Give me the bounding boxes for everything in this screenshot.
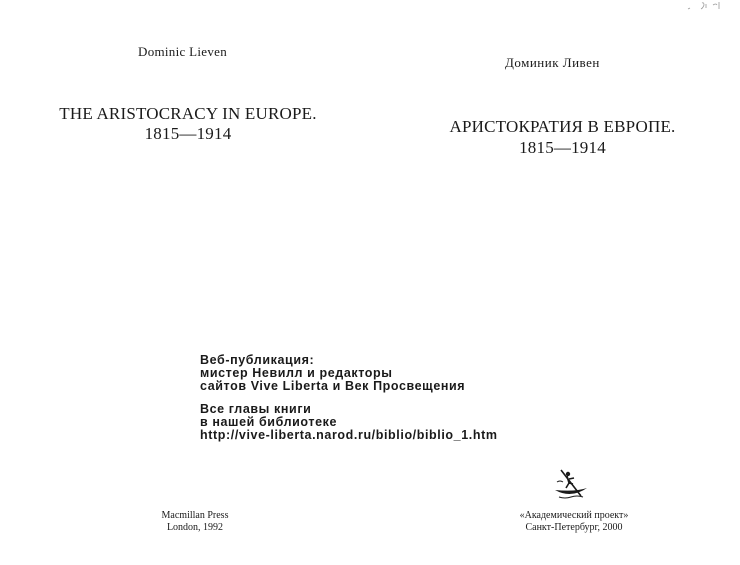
publisher-english: Macmillan Press xyxy=(161,510,229,521)
title-english-years: 1815—1914 xyxy=(144,124,232,143)
web-note-line3: сайтов Vive Liberta и Век Просвещения xyxy=(200,379,466,393)
title-russian-line1: АРИСТОКРАТИЯ В ЕВРОПЕ. xyxy=(449,117,676,136)
web-note-line4: Все главы книги xyxy=(200,402,312,416)
publisher-russian: «Академический проект» xyxy=(519,510,629,521)
web-publication-note xyxy=(200,354,498,442)
imprint-english xyxy=(145,510,245,534)
title-russian-years: 1815—1914 xyxy=(519,138,606,157)
place-year-english: London, 1992 xyxy=(166,522,224,533)
author-name-russian: Доминик Ливен xyxy=(505,55,600,70)
corner-scribble-icon xyxy=(686,0,726,12)
book-title-english xyxy=(40,104,336,144)
imprint-russian xyxy=(500,510,648,534)
publisher-logo-icon xyxy=(553,466,589,502)
book-title-russian xyxy=(430,116,695,158)
web-note-url[interactable]: http://vive-liberta.narod.ru/biblio/biblio_1.htm xyxy=(200,428,498,442)
web-note-line1: Веб-публикация: xyxy=(200,353,315,367)
title-english-line1: THE ARISTOCRACY IN EUROPE. xyxy=(59,104,317,123)
web-note-line2: мистер Невилл и редакторы xyxy=(200,366,393,380)
author-name-english: Dominic Lieven xyxy=(138,44,228,59)
place-year-russian: Санкт-Петербург, 2000 xyxy=(525,522,623,533)
web-note-line5: в нашей библиотеке xyxy=(200,415,338,429)
